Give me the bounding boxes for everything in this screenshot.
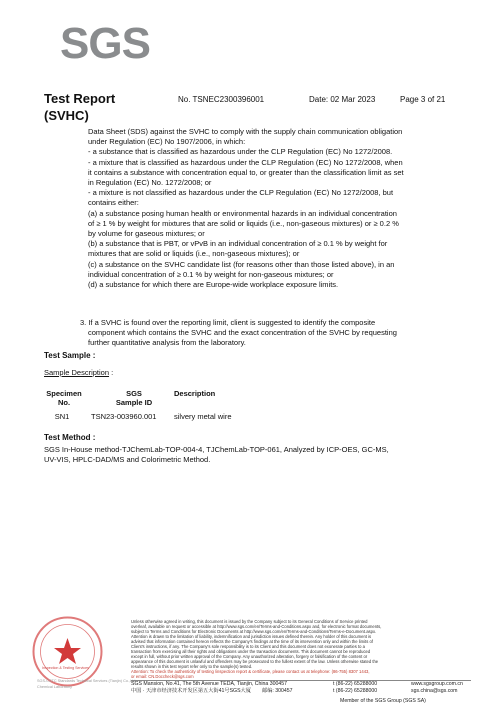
disclaimer-line: advised that information contained hereon reflects the Company's findings at the time of its intervention only and within the limits of [131,639,373,644]
row-sample-id: TSN23-003960.001 [91,412,157,421]
footer-disclaimer [131,619,471,679]
stamp-sub-line2: Chemical Laboratory [37,685,73,689]
para-line: in Regulation (EC) No. 1272/2008; or [88,178,212,188]
test-sample-heading: Test Sample : [44,351,96,360]
report-number: No. TSNEC2300396001 [178,95,265,104]
sample-description-label: Sample Description [44,368,110,377]
disclaimer-line: transaction from exercising all their rights and obligations under the transaction documents. This document cannot be reproduced [131,649,371,654]
para-line: individual concentration of ≥ 0.1 % by weight for non-gaseous mixtures; or [88,269,334,279]
telephone-2: t (86-22) 65288000 [333,688,378,694]
para-line: mixtures that are solid or liquids (i.e., non-gaseous mixtures); or [88,249,300,259]
attention-line: or email: CN.Doccheck@sgs.com [131,674,194,679]
para-line: it contains a substance with concentration equal to, or greater than the classification limit as set [88,167,404,177]
para-line: - a mixture is not classified as hazardous under the CLP Regulation (EC) No 1272/2008, but [88,188,394,198]
item3-line: further quantitative analysis from the laboratory. [88,338,246,348]
member-of-sgs: Member of the SGS Group (SGS SA) [340,698,426,704]
para-line: of ≥ 1 % by weight for mixtures that are solid or liquids (i.e., non-gaseous mixtures) or ≥ 0.2 % [88,218,399,228]
sample-description [44,368,113,378]
disclaimer-line: results shown in this test report refer only to the sample(s) tested. [131,664,253,669]
stamp-sub-line1: SGS-CSTC Standards Technical Services (Tianjin) Co.,Ltd. [37,679,137,683]
attention-line: Attention: To check the authenticity of testing /inspection report & certificate, please contact us at telephone: (86-755) 8307 1443, [131,669,370,674]
col-specimen-line1: Specimen [46,389,82,398]
para-line: (d) a substance for which there are Europe-wide workplace exposure limits. [88,280,339,290]
report-title: Test Report [44,91,116,106]
para-line: Data Sheet (SDS) against the SVHC to comply with the supply chain communication obligation [88,127,403,136]
method-line: UV-VIS, HPLC-DAD/MS and Colorimetric Method. [44,455,211,465]
para-line: (c) a substance on the SVHC candidate list (for reasons other than those listed above), in an [88,259,395,269]
item3-line: 3. If a SVHC is found over the reporting limit, client is suggested to identify the composite [80,318,376,327]
para-line: contains either: [88,198,139,208]
report-subtitle: (SVHC) [44,108,89,123]
sgs-logo-text: SGS [60,19,150,68]
method-line: SGS In-House method-TJChemLab-TOP-004-4, TJChemLab-TOP-061, Analyzed by ICP-OES, GC-MS, [44,445,389,454]
email: sgs.china@sgs.com [411,688,458,694]
item-3 [80,318,460,349]
laboratory-stamp [30,614,105,689]
disclaimer-line: Attention is drawn to the limitation of liability, indemnification and jurisdiction issues defined therein. Any holder of this document is [131,634,372,639]
stamp-seal-icon [30,614,105,689]
test-method-heading: Test Method : [44,433,96,442]
address-english: SGS Mansion, No.41, The 5th Avenue TEDA, Tianjin, China 300457 [131,681,288,687]
disclaimer-line: Client's instructions, if any. The Company's sole responsibility is to its Client and this document does not exonerate parties to a [131,644,365,649]
disclaimer-line: appearance of this document is unlawful and offenders may be prosecuted to the fullest extent of the law. Unless otherwise stated the [131,659,379,664]
col-sample-id-header [99,389,169,407]
sds-paragraph [88,127,448,290]
website: www.sgsgroup.com.cn [411,681,463,687]
para-line: - a substance that is classified as hazardous under the CLP Regulation (EC) No 1272/2008. [88,147,393,157]
col-sample-id-line1: SGS [126,389,142,398]
col-specimen-line2: No. [57,398,71,407]
para-line: (a) a substance posing human health or environmental hazards in an individual concentration [88,208,397,218]
disclaimer-line: overleaf, available on request or accessible at http://www.sgs.com/en/Terms-and-Conditions.aspx and, for electronic format documents, [131,624,382,629]
row-description: silvery metal wire [174,412,232,421]
disclaimer-line: Unless otherwise agreed in writing, this document is issued by the Company subject to its General Conditions of Service printed [131,619,368,624]
stamp-label: Inspection & Testing Services [42,666,89,670]
telephone-1: t (86-22) 65288000 [333,681,378,687]
row-specimen-no: SN1 [54,412,70,421]
address-chinese: 中国 · 天津市经济技术开发区第五大街41号SGS大厦 [131,688,251,694]
zip-chinese: 邮编: 300457 [262,688,293,694]
report-date: Date: 02 Mar 2023 [309,95,376,104]
disclaimer-line: subject to Terms and Conditions for Electronic Documents at http://www.sgs.com/en/Terms-and-Conditions/Terms-e-Document.aspx. [131,629,377,634]
test-method-text [44,445,464,465]
col-description-header: Description [174,389,216,398]
disclaimer-line: except in full, without prior written approval of the Company. Any unauthorized alteration, forgery or falsification of the content or [131,654,368,659]
para-line: (b) a substance that is PBT, or vPvB in an individual concentration of ≥ 0.1 % by weight for [88,239,388,249]
item3-line: component which contains the SVHC and the exact concentration of the SVHC by requesting [88,328,397,338]
page-number: Page 3 of 21 [400,95,446,104]
para-line: by volume for gaseous mixtures; or [88,229,205,239]
para-line: under Regulation (EC) No 1907/2006, in which: [88,137,246,147]
para-line: - a mixture that is classified as hazardous under the CLP Regulation (EC) No 1272/2008, when [88,157,403,167]
sample-description-colon: : [109,368,114,377]
col-specimen-header [44,389,84,407]
sgs-logo [60,19,156,72]
col-sample-id-line2: Sample ID [115,398,153,407]
